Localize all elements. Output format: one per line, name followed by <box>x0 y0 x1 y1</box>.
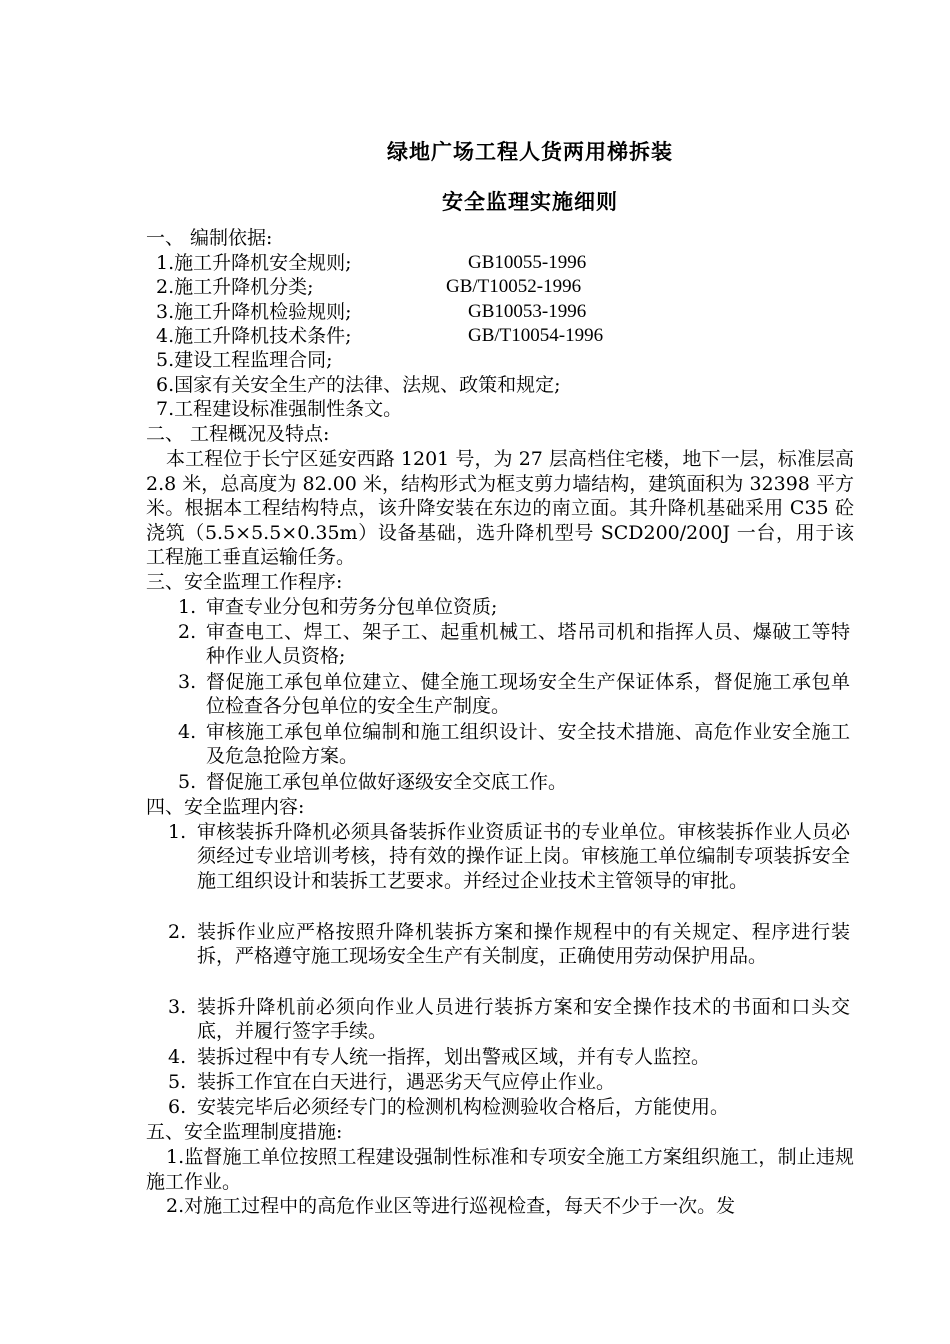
reference-code: GB10055-1996 <box>468 252 587 273</box>
reference-item: 6.国家有关安全生产的法律、法规、政策和规定; <box>156 374 561 396</box>
list-number: 2. <box>168 921 187 943</box>
section-5-heading: 五、安全监理制度措施: <box>146 1121 343 1143</box>
measure-paragraph-1: 1.监督施工单位按照工程建设强制性标准和专项安全施工方案组织施工，制止违规施工作业。 <box>146 1146 854 1193</box>
list-number: 3. <box>178 671 197 693</box>
list-number: 2. <box>178 621 197 643</box>
section-2-heading: 二、 工程概况及特点: <box>146 423 330 445</box>
reference-item: 5.建设工程监理合同; <box>156 349 333 371</box>
reference-name: 4.施工升降机技术条件; <box>156 325 352 347</box>
content-item: 装拆过程中有专人统一指挥，划出警戒区域，并有专人监控。 <box>197 1046 711 1068</box>
section-4-heading: 四、安全监理内容: <box>146 796 305 818</box>
procedure-item: 审查电工、焊工、架子工、起重机械工、塔吊司机和指挥人员、爆破工等特种作业人员资格; <box>206 621 850 668</box>
document-title-line1: 绿地广场工程人货两用梯拆装 <box>387 139 673 164</box>
list-number: 4. <box>168 1046 187 1068</box>
content-item: 装拆工作宜在白天进行，遇恶劣天气应停止作业。 <box>197 1071 616 1093</box>
reference-code: GB10053-1996 <box>468 301 587 322</box>
procedure-item: 督促施工承包单位建立、健全施工现场安全生产保证体系，督促施工承包单位检查各分包单位的安全生产制度。 <box>206 671 850 718</box>
list-number: 5. <box>178 771 197 793</box>
content-item: 审核装拆升降机必须具备装拆作业资质证书的专业单位。审核装拆作业人员必须经过专业培训考核，持有效的操作证上岗。审核施工单位编制专项装拆安全施工组织设计和装拆工艺要求。并经过企业技术主管领导的审批。 <box>197 821 850 892</box>
list-number: 3. <box>168 996 187 1018</box>
document-title-line2: 安全监理实施细则 <box>442 189 618 214</box>
list-number: 1. <box>168 821 187 843</box>
reference-name: 2.施工升降机分类; <box>156 276 314 298</box>
measure-paragraph-2: 2.对施工过程中的高危作业区等进行巡视检查，每天不少于一次。发 <box>166 1195 736 1217</box>
reference-name: 1.施工升降机安全规则; <box>156 252 352 274</box>
reference-code: GB/T10054-1996 <box>468 325 604 346</box>
reference-item: 7.工程建设标准强制性条文。 <box>156 398 403 420</box>
list-number: 5. <box>168 1071 187 1093</box>
reference-code: GB/T10052-1996 <box>446 276 582 297</box>
content-item: 装拆作业应严格按照升降机装拆方案和操作规程中的有关规定、程序进行装拆，严格遵守施工现场安全生产有关制度，正确使用劳动保护用品。 <box>197 921 850 968</box>
procedure-item: 督促施工承包单位做好逐级安全交底工作。 <box>206 771 568 793</box>
procedure-item: 审查专业分包和劳务分包单位资质; <box>206 596 498 618</box>
content-item: 装拆升降机前必须向作业人员进行装拆方案和安全操作技术的书面和口头交底，并履行签字手续。 <box>197 996 850 1043</box>
list-number: 1. <box>178 596 197 618</box>
list-number: 6. <box>168 1096 187 1118</box>
reference-name: 3.施工升降机检验规则; <box>156 301 352 323</box>
list-number: 4. <box>178 721 197 743</box>
project-overview-paragraph: 本工程位于长宁区延安西路 1201 号，为 27 层高档住宅楼，地下一层，标准层高 2.8 米，总高度为 82.00 米，结构形式为框支剪力墙结构，建筑面积为 32398 平方米。根据本工程结构特点，该升降安装在东边的南立面。其升降机基础采用 C35 砼浇筑（5.5×5.5×0.35m）设备基础，选升降机型号 SCD200/200J 一台，用于该工程施工垂直运输任务。 <box>146 448 854 568</box>
procedure-item: 审核施工承包单位编制和施工组织设计、安全技术措施、高危作业安全施工及危急抢险方案。 <box>206 721 850 768</box>
section-3-heading: 三、安全监理工作程序: <box>146 571 343 593</box>
section-1-heading: 一、 编制依据: <box>146 227 273 249</box>
content-item: 安装完毕后必须经专门的检测机构检测验收合格后，方能使用。 <box>197 1096 730 1118</box>
